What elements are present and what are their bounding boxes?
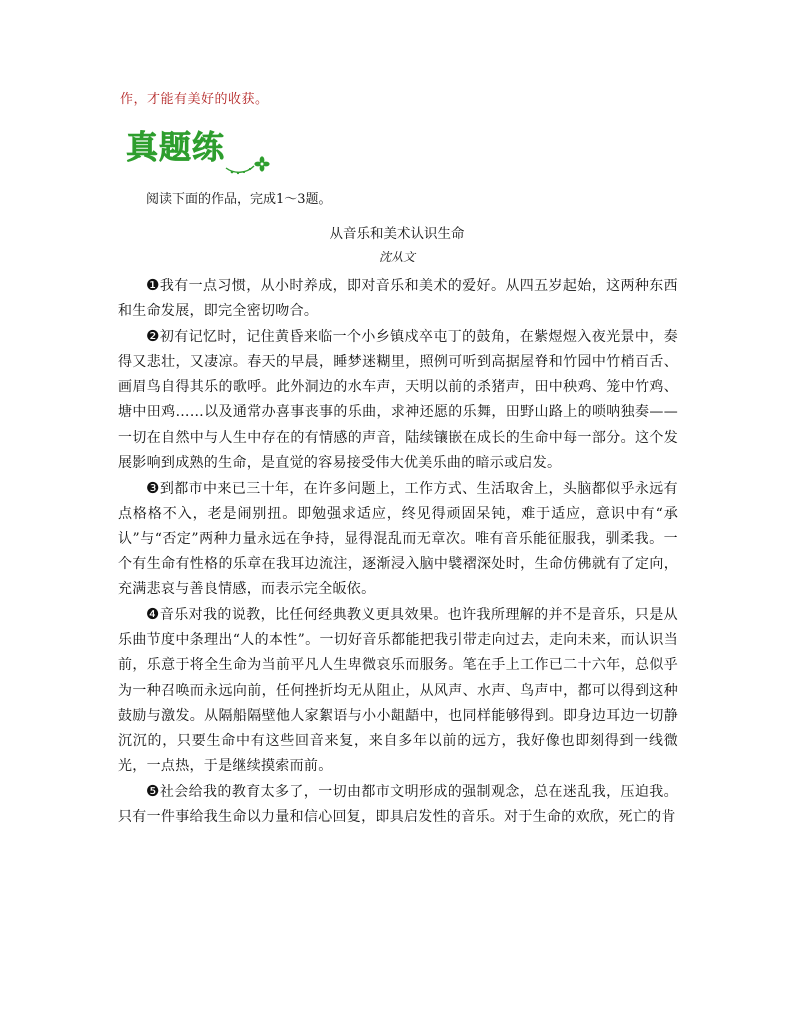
essay-paragraph bbox=[118, 324, 678, 476]
question-instruction: 阅读下面的作品，完成1～3题。 bbox=[146, 192, 332, 207]
section-heading-text: 真题练 bbox=[126, 128, 226, 166]
flourish-icon bbox=[224, 140, 274, 176]
paragraph-number: ❹ bbox=[146, 605, 160, 624]
paragraph-number: ❺ bbox=[146, 781, 160, 800]
paragraph-text: 我有一点习惯，从小时养成，即对音乐和美术的爱好。从四五岁起始，这两种东西和生命发展，即完全密切吻合。 bbox=[118, 278, 678, 320]
paragraph-text: 音乐对我的说教，比任何经典教义更具效果。也许我所理解的并不是音乐，只是从乐曲节度中条理出“人的本性”。一切好音乐都能把我引带走向过去，走向未来，而认识当前，乐意于将全生命为当前平凡人生卑微哀乐而服务。笔在手上工作已二十六年，总似乎为一种召唤而永远向前，任何挫折均无从阻止，从风声、水声、鸟声中，都可以得到这种鼓励与激发。从隔船隔壁他人家絮语与小小龃龉中，也同样能够得到。即身边耳边一切静沉沉的，只要生命中有这些回音来复，来自多年以前的远方，我好像也即刻得到一线微光，一点热，于是继续摸索而前。 bbox=[118, 607, 678, 774]
paragraph-text: 到都市中来已三十年，在许多问题上，工作方式、生活取舍上，头脑都似乎永远有点格格不入，老是闹别扭。即勉强求适应，终见得顽固呆钝，难于适应，意识中有“承认”与“否定”两种力量永远在争持，显得混乱而无章次。唯有音乐能征服我，驯柔我。一个有生命有性格的乐章在我耳边流注，逐渐浸入脑中襞褶深处时，生命仿佛就有了定向，充满悲哀与善良情感，而表示完全皈依。 bbox=[118, 480, 678, 598]
paragraph-number: ❶ bbox=[146, 276, 160, 294]
paragraph-number: ❸ bbox=[146, 478, 160, 497]
section-heading bbox=[126, 122, 286, 174]
essay-title: 从音乐和美术认识生命 bbox=[329, 226, 465, 242]
essay-author: 沈从文 bbox=[378, 250, 415, 264]
paragraph-number: ❷ bbox=[146, 327, 160, 346]
essay-body bbox=[118, 273, 678, 830]
essay-paragraph bbox=[118, 779, 678, 830]
essay-paragraph bbox=[118, 476, 678, 602]
paragraph-text: 社会给我的教育太多了，一切由都市文明形成的强制观念，总在迷乱我，压迫我。只有一件事给我生命以力量和信心回复，即具启发性的音乐。对于生命的欢欣，死亡的肯 bbox=[118, 783, 678, 825]
essay-paragraph bbox=[118, 273, 678, 324]
paragraph-text: 初有记忆时，记住黄昏来临一个小乡镇戍卒屯丁的鼓角，在紫煜煜入夜光景中，奏得又悲壮，又凄凉。春天的早晨，睡梦迷糊里，照例可听到高据屋脊和竹园中竹梢百舌、画眉鸟自得其乐的歌呼。此外洞边的水车声，天明以前的杀猪声，田中秧鸡、笼中竹鸡、塘中田鸡……以及通常办喜事丧事的乐曲，求神还愿的乐舞，田野山路上的唢呐独奏——一切在自然中与人生中存在的有情感的声音，陆续镶嵌在成长的生命中每一部分。这个发展影响到成熟的生命，是直觉的容易接受伟大优美乐曲的暗示或启发。 bbox=[118, 329, 678, 471]
essay-paragraph bbox=[118, 602, 678, 779]
intro-line: 作，才能有美好的收获。 bbox=[120, 92, 269, 107]
